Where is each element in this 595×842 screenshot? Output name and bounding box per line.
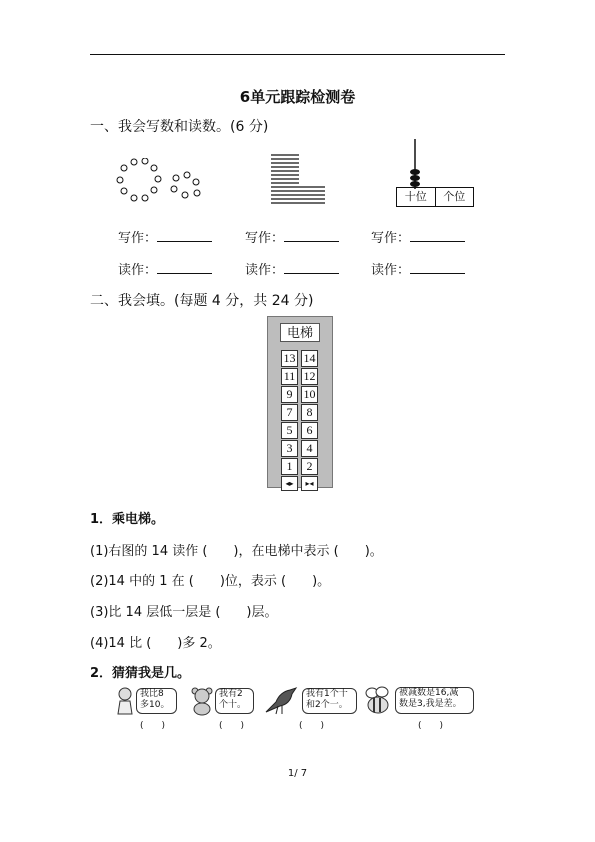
bubble-line: 被减数是16,减 (399, 688, 459, 698)
bubble-line: 数是3,我是差。 (399, 699, 462, 709)
speech-bubble-1 (136, 688, 177, 714)
elevator-button[interactable]: 14 (301, 350, 318, 367)
answer-paren-2[interactable]: ( ) (219, 721, 245, 731)
q1-item-1: (1)右图的 14 读作 ( )，在电梯中表示 ( )。 (90, 544, 383, 559)
door-close-button[interactable]: ▸◂ (301, 476, 318, 491)
ones-place-label: 个位 (435, 188, 474, 206)
elevator-button[interactable]: 2 (301, 458, 318, 475)
abacus-place-box (396, 187, 474, 207)
answer-paren-4[interactable]: ( ) (418, 721, 444, 731)
elevator-button[interactable]: 4 (301, 440, 318, 457)
elevator-button[interactable]: 7 (281, 404, 298, 421)
write-row-3 (371, 227, 465, 246)
elevator-title: 电梯 (280, 323, 320, 342)
elevator-button[interactable]: 10 (301, 386, 318, 403)
q1-item-4: (4)14 比 ( )多 2。 (90, 636, 221, 651)
q1-heading: 1．乘电梯。 (90, 512, 165, 527)
write-label: 写作： (118, 231, 158, 246)
elevator-buttons (281, 350, 318, 491)
elevator-panel (267, 316, 333, 488)
bubble-line: 我比8 (140, 689, 164, 699)
answer-blank[interactable] (157, 261, 212, 274)
answer-blank[interactable] (284, 261, 339, 274)
bubble-line: 我有1个十 (306, 689, 348, 699)
read-label: 读作： (118, 263, 158, 278)
section-1-heading: 一、我会写数和读数。(6 分) (90, 119, 269, 135)
elevator-button[interactable]: 9 (281, 386, 298, 403)
elevator-button[interactable]: 6 (301, 422, 318, 439)
bubble-line: 我有2 (219, 689, 243, 699)
read-row-1 (118, 259, 212, 278)
answer-paren-1[interactable]: ( ) (140, 721, 166, 731)
door-open-button[interactable]: ◂▸ (281, 476, 298, 491)
bear-illustration (190, 686, 214, 716)
speech-bubble-3 (302, 688, 357, 714)
answer-paren-3[interactable]: ( ) (299, 721, 325, 731)
q1-item-3: (3)比 14 层低一层是 ( )层。 (90, 605, 278, 620)
circle-dots-figure (114, 158, 209, 208)
speech-bubble-4 (395, 687, 474, 714)
bubble-line: 和2个一。 (306, 700, 348, 710)
bird-illustration (262, 684, 300, 716)
page-number: 1/ 7 (287, 768, 308, 779)
write-label: 写作： (371, 231, 411, 246)
answer-blank[interactable] (410, 261, 465, 274)
abacus-beads (405, 139, 425, 189)
bee-illustration (362, 685, 394, 715)
elevator-button[interactable]: 13 (281, 350, 298, 367)
elevator-button[interactable]: 12 (301, 368, 318, 385)
girl-illustration (114, 686, 136, 716)
bubble-line: 多10。 (140, 700, 170, 710)
speech-bubble-2 (215, 688, 254, 714)
read-row-2 (245, 259, 339, 278)
answer-blank[interactable] (157, 229, 212, 242)
write-label: 写作： (245, 231, 285, 246)
section-2-heading: 二、我会填。(每题 4 分，共 24 分) (90, 293, 314, 309)
elevator-button[interactable]: 8 (301, 404, 318, 421)
elevator-button[interactable]: 1 (281, 458, 298, 475)
read-row-3 (371, 259, 465, 278)
q2-heading: 2．猜猜我是几。 (90, 666, 191, 681)
elevator-button[interactable]: 5 (281, 422, 298, 439)
answer-blank[interactable] (410, 229, 465, 242)
elevator-button[interactable]: 11 (281, 368, 298, 385)
read-label: 读作： (245, 263, 285, 278)
answer-blank[interactable] (284, 229, 339, 242)
read-label: 读作： (371, 263, 411, 278)
write-row-1 (118, 227, 212, 246)
sticks-figure (269, 153, 329, 208)
tens-place-label: 十位 (404, 191, 427, 203)
elevator-button[interactable]: 3 (281, 440, 298, 457)
write-row-2 (245, 227, 339, 246)
page-title: 6单元跟踪检测卷 (239, 88, 356, 106)
top-rule (90, 54, 505, 55)
bubble-line: 个十。 (219, 700, 247, 710)
q1-item-2: (2)14 中的 1 在 ( )位，表示 ( )。 (90, 574, 331, 589)
